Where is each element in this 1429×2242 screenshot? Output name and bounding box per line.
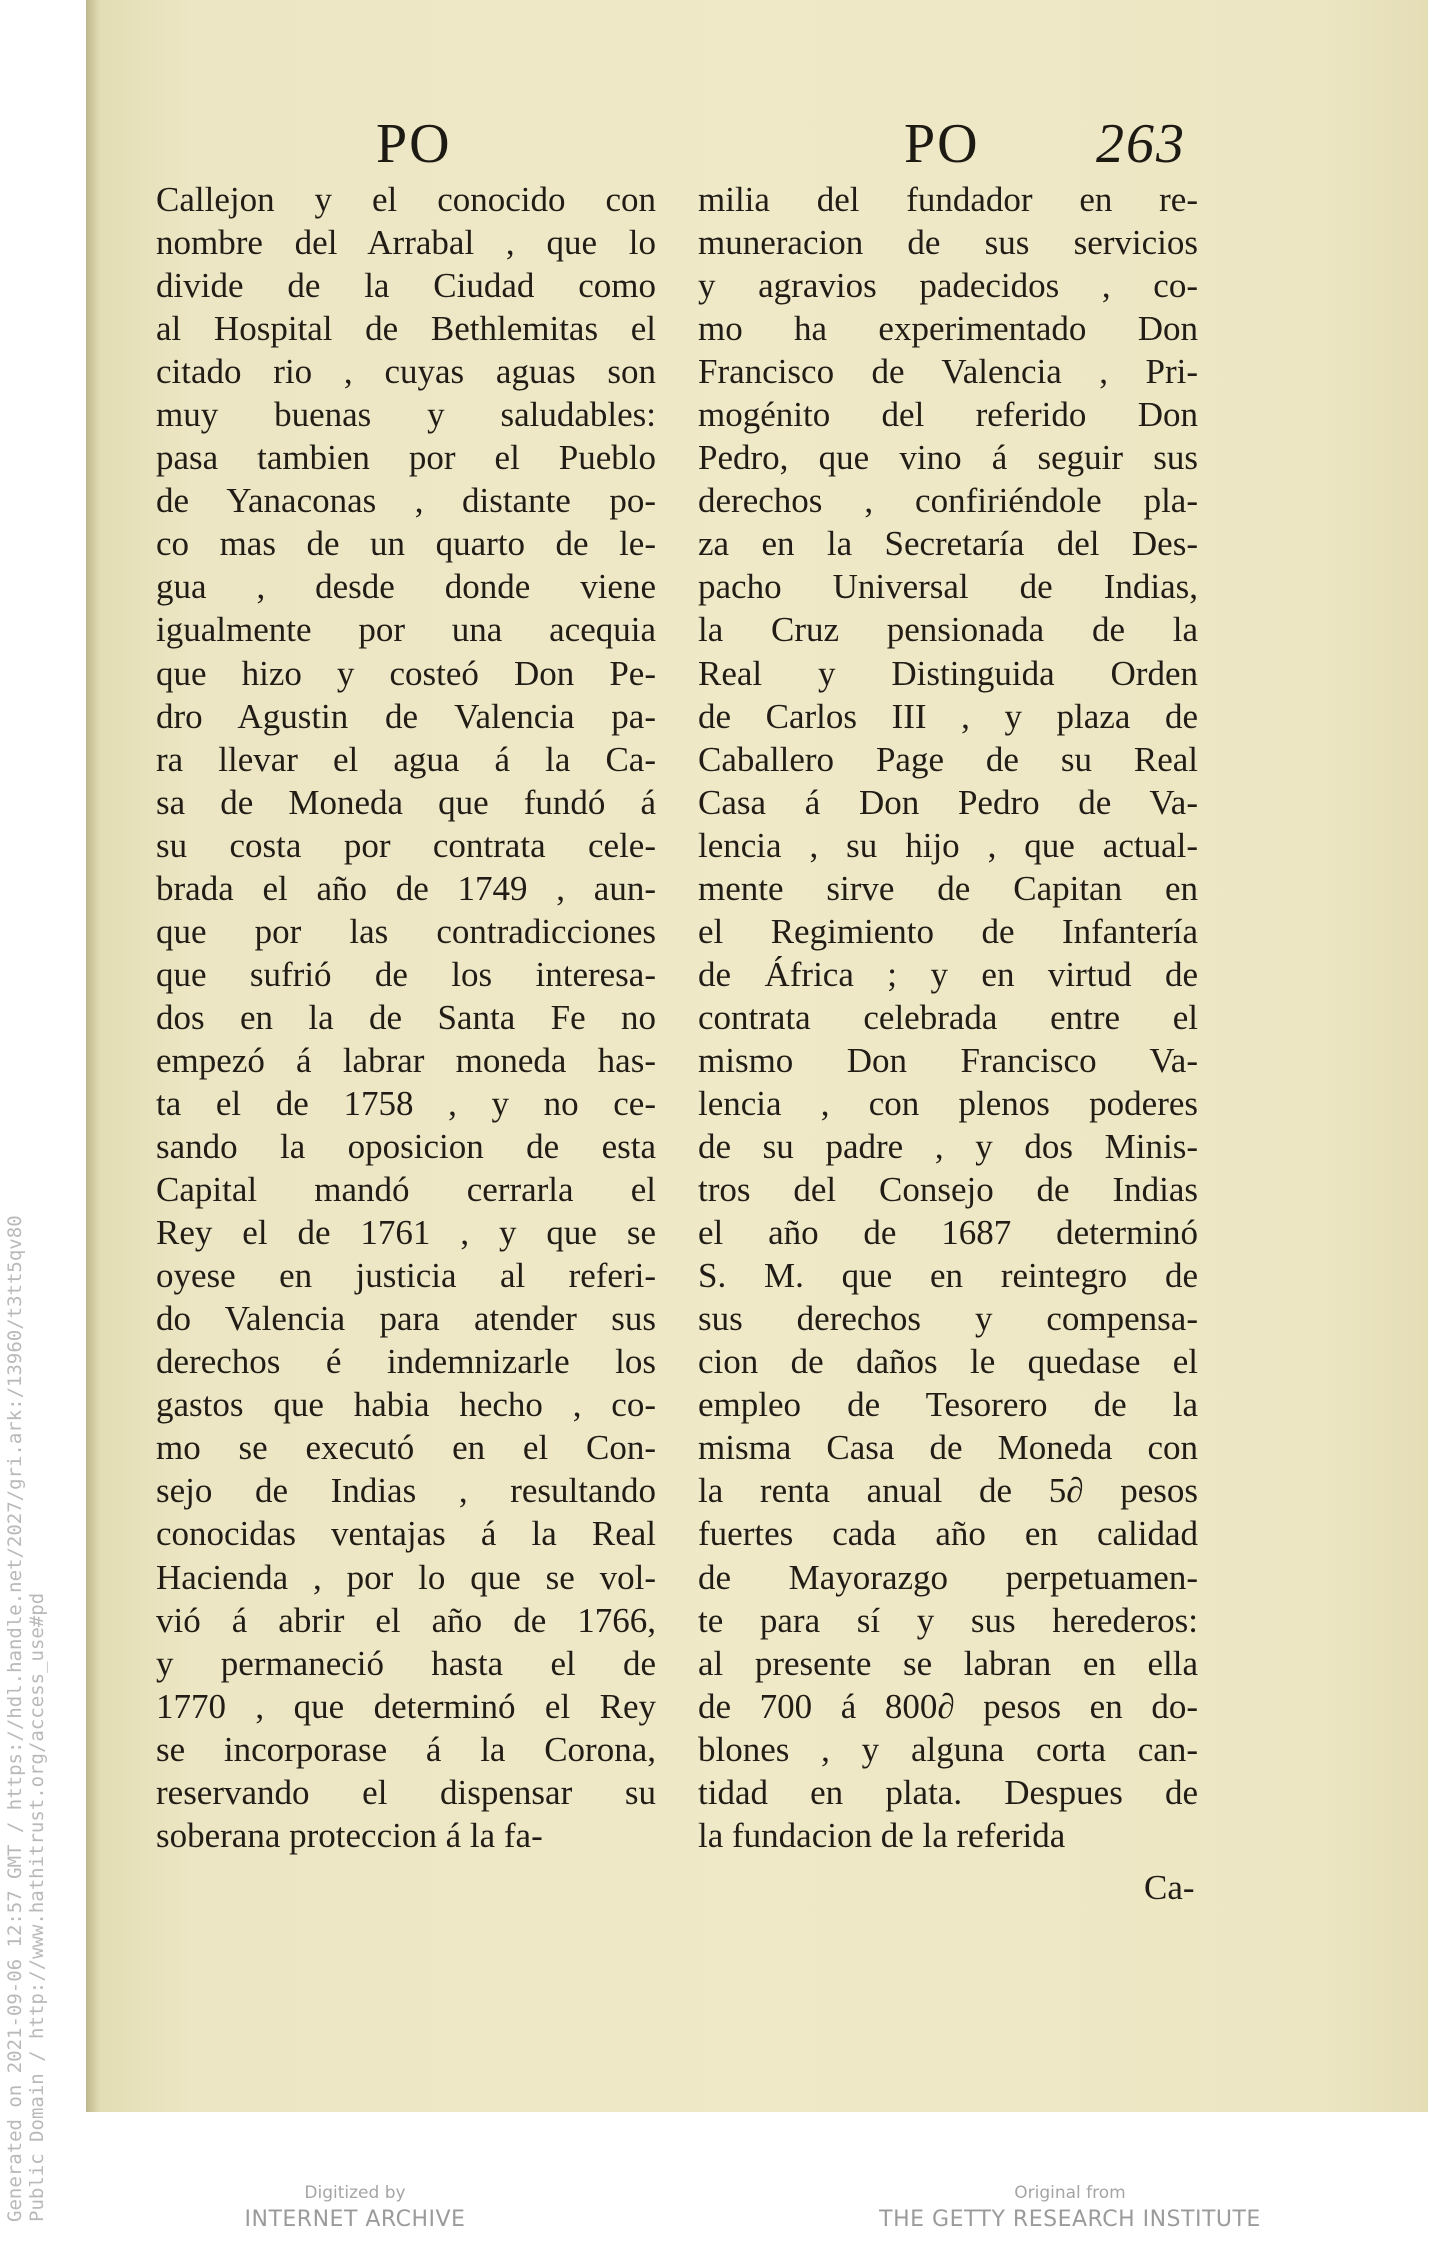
text-line: mente sirve de Capitan en bbox=[698, 868, 1198, 908]
text-line: igualmente por una acequia bbox=[156, 610, 656, 650]
text-column-right bbox=[698, 178, 1198, 1857]
text-line: Casa á Don Pedro de Va- bbox=[698, 782, 1198, 822]
text-line: el año de 1687 determinó bbox=[698, 1213, 1198, 1253]
text-line: de Mayorazgo perpetuamen- bbox=[698, 1557, 1198, 1597]
text-line: soberana proteccion á la fa- bbox=[156, 1815, 543, 1855]
text-line: el Regimiento de Infantería bbox=[698, 911, 1198, 951]
text-line: al presente se labran en ella bbox=[698, 1643, 1198, 1683]
side-note-line: Public Domain / http://www.hathitrust.org/access_use#pd bbox=[26, 1592, 48, 2222]
running-head-right: PO bbox=[904, 113, 980, 175]
text-line: fuertes cada año en calidad bbox=[698, 1514, 1198, 1554]
text-line: que por las contradicciones bbox=[156, 911, 656, 951]
text-line: Caballero Page de su Real bbox=[698, 739, 1198, 779]
text-line: empezó á labrar moneda has- bbox=[156, 1040, 656, 1080]
footer-internet-archive: INTERNET ARCHIVE bbox=[244, 2207, 466, 2232]
catchword: Ca- bbox=[1144, 1868, 1195, 1907]
gutter-shadow bbox=[86, 0, 100, 2112]
text-line: conocidas ventajas á la Real bbox=[156, 1514, 656, 1554]
book-page bbox=[86, 0, 1428, 2112]
text-line: pasa tambien por el Pueblo bbox=[156, 438, 656, 478]
text-line: ra llevar el agua á la Ca- bbox=[156, 739, 656, 779]
text-line: 1770 , que determinó el Rey bbox=[156, 1686, 656, 1726]
text-line: mogénito del referido Don bbox=[698, 395, 1198, 435]
text-line: lencia , con plenos poderes bbox=[698, 1083, 1198, 1123]
running-head-left: PO bbox=[376, 113, 452, 175]
text-line: te para sí y sus herederos: bbox=[698, 1600, 1198, 1640]
text-line: sejo de Indias , resultando bbox=[156, 1471, 656, 1511]
text-line: pacho Universal de Indias, bbox=[698, 567, 1198, 607]
text-line: Hacienda , por lo que se vol- bbox=[156, 1557, 656, 1597]
text-line: mo ha experimentado Don bbox=[698, 309, 1198, 349]
text-line: derechos , confiriéndole pla- bbox=[698, 481, 1198, 521]
text-line: oyese en justicia al referi- bbox=[156, 1256, 656, 1296]
text-line: mismo Don Francisco Va- bbox=[698, 1040, 1198, 1080]
text-line: blones , y alguna corta can- bbox=[698, 1729, 1198, 1769]
text-line: Pedro, que vino á seguir sus bbox=[698, 438, 1198, 478]
text-column-left bbox=[156, 178, 656, 1857]
footer-label: Digitized by bbox=[304, 2183, 406, 2203]
text-line: milia del fundador en re- bbox=[698, 180, 1198, 219]
text-line: sando la oposicion de esta bbox=[156, 1127, 656, 1167]
text-line: sa de Moneda que fundó á bbox=[156, 782, 656, 822]
text-line: de África ; y en virtud de bbox=[698, 954, 1198, 994]
side-note-line: Generated on 2021-09-06 12:57 GMT / https://hdl.handle.net/2027/gri.ark:/13960/t3tt5qv80 bbox=[4, 1215, 26, 2222]
text-line: mo se executó en el Con- bbox=[156, 1428, 656, 1468]
text-line: divide de la Ciudad como bbox=[156, 266, 656, 306]
text-line: de su padre , y dos Minis- bbox=[698, 1127, 1198, 1167]
text-line: Real y Distinguida Orden bbox=[698, 653, 1198, 693]
text-line: la fundacion de la referida bbox=[698, 1815, 1066, 1855]
text-line: brada el año de 1749 , aun- bbox=[156, 868, 656, 908]
text-line: tidad en plata. Despues de bbox=[698, 1772, 1198, 1812]
text-line: de Carlos III , y plaza de bbox=[698, 696, 1198, 736]
text-line: la renta anual de 5∂ pesos bbox=[698, 1471, 1198, 1511]
text-line: empleo de Tesorero de la bbox=[698, 1385, 1198, 1425]
text-line: muy buenas y saludables: bbox=[156, 395, 656, 435]
text-line: Callejon y el conocido con bbox=[156, 180, 656, 219]
text-line: de 700 á 800∂ pesos en do- bbox=[698, 1686, 1198, 1726]
page-number: 263 bbox=[1096, 113, 1186, 175]
text-line: gastos que habia hecho , co- bbox=[156, 1385, 656, 1425]
text-line: muneracion de sus servicios bbox=[698, 223, 1198, 263]
text-line: que sufrió de los interesa- bbox=[156, 954, 656, 994]
text-line: vió á abrir el año de 1766, bbox=[156, 1600, 656, 1640]
text-line: reservando el dispensar su bbox=[156, 1772, 656, 1812]
footer-getty: THE GETTY RESEARCH INSTITUTE bbox=[879, 2207, 1261, 2232]
text-line: se incorporase á la Corona, bbox=[156, 1729, 656, 1769]
text-line: sus derechos y compensa- bbox=[698, 1299, 1198, 1339]
text-line: misma Casa de Moneda con bbox=[698, 1428, 1198, 1468]
text-line: Francisco de Valencia , Pri- bbox=[698, 352, 1198, 392]
text-line: lencia , su hijo , que actual- bbox=[698, 825, 1198, 865]
text-line: gua , desde donde viene bbox=[156, 567, 656, 607]
text-line: nombre del Arrabal , que lo bbox=[156, 223, 656, 263]
text-line: ta el de 1758 , y no ce- bbox=[156, 1083, 656, 1123]
text-line: cion de daños le quedase el bbox=[698, 1342, 1198, 1382]
text-line: dro Agustin de Valencia pa- bbox=[156, 696, 656, 736]
text-line: al Hospital de Bethlemitas el bbox=[156, 309, 656, 349]
text-line: citado rio , cuyas aguas son bbox=[156, 352, 656, 392]
text-line: Capital mandó cerrarla el bbox=[156, 1170, 656, 1210]
footer-digitized-by bbox=[240, 2183, 470, 2232]
text-line: y agravios padecidos , co- bbox=[698, 266, 1198, 306]
text-line: S. M. que en reintegro de bbox=[698, 1256, 1198, 1296]
text-line: za en la Secretaría del Des- bbox=[698, 524, 1198, 564]
text-line: la Cruz pensionada de la bbox=[698, 610, 1198, 650]
text-line: que hizo y costeó Don Pe- bbox=[156, 653, 656, 693]
text-line: co mas de un quarto de le- bbox=[156, 524, 656, 564]
text-line: derechos é indemnizarle los bbox=[156, 1342, 656, 1382]
text-line: contrata celebrada entre el bbox=[698, 997, 1198, 1037]
text-line: do Valencia para atender sus bbox=[156, 1299, 656, 1339]
text-line: tros del Consejo de Indias bbox=[698, 1170, 1198, 1210]
footer-label: Original from bbox=[1014, 2183, 1126, 2203]
text-line: de Yanaconas , distante po- bbox=[156, 481, 656, 521]
text-line: su costa por contrata cele- bbox=[156, 825, 656, 865]
text-line: dos en la de Santa Fe no bbox=[156, 997, 656, 1037]
text-line: y permaneció hasta el de bbox=[156, 1643, 656, 1683]
footer-original-from bbox=[870, 2183, 1270, 2232]
text-line: Rey el de 1761 , y que se bbox=[156, 1213, 656, 1253]
